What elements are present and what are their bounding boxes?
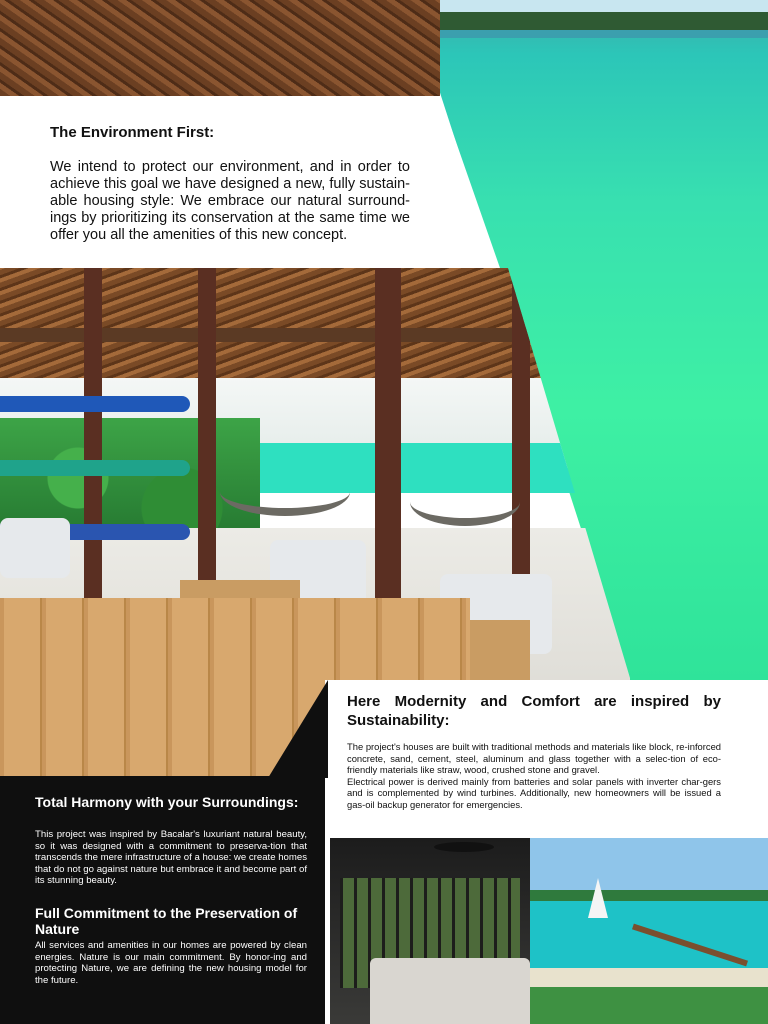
bedroom-lagoon-photo: [330, 838, 768, 1024]
kayak: [0, 460, 190, 476]
lagoon-horizon: [410, 0, 768, 38]
wooden-post: [198, 268, 216, 598]
wooden-post: [375, 268, 401, 598]
hammock: [220, 468, 350, 516]
bed: [370, 958, 530, 1024]
harmony-title: Total Harmony with your Surroundings:: [35, 794, 299, 810]
harmony-body: This project was inspired by Bacalar's luxuriant natural beauty, so it was designed with a commitment to preserva-tion that transcends the mere infrastructure of a house: we create homes that do not go against nature but embrace it and become part of its stunning beauty.: [35, 829, 307, 886]
sailboat: [588, 878, 608, 918]
modernity-body: [347, 741, 721, 810]
hammock: [410, 478, 520, 526]
commitment-body: All services and amenities in our homes are powered by clean energies. Nature is our main commitment. By honor-ing and protecting Nature, we are defining the new housing model for the future.: [35, 940, 307, 986]
modernity-title: Here Modernity and Comfort are inspired by Sustainability:: [347, 693, 721, 729]
environment-body: We intend to protect our environment, and in order to achieve this goal we have designed a new, fully sustain-able housing style: We embrace our natural surround-ings by prioritizing its conservation at the same time we offer you all the amenities of this new concept.: [50, 159, 410, 243]
modernity-paragraph: The project's houses are built with traditional methods and materials like block, re-inforced concrete, sand, cement, steel, aluminum and glass together with a selec-tion of eco-friendly materials like straw, wood, crushed stone and gravel.: [347, 741, 721, 775]
environment-title: The Environment First:: [50, 124, 215, 141]
kayak: [0, 396, 190, 412]
ceiling-fan-icon: [434, 842, 494, 852]
wooden-post: [84, 268, 102, 598]
black-text-panel: [0, 776, 330, 1024]
thatched-roof-photo: [0, 0, 440, 96]
chair-cushion: [0, 518, 70, 578]
modernity-paragraph: Electrical power is derived mainly from batteries and solar panels with inverter char-gers and is complemented by wind turbines. Additionally, new homeowners will be issued a gas-oil backup generator for emergencies.: [347, 775, 721, 810]
commitment-title: Full Commitment to the Preservation of Nature: [35, 905, 298, 937]
